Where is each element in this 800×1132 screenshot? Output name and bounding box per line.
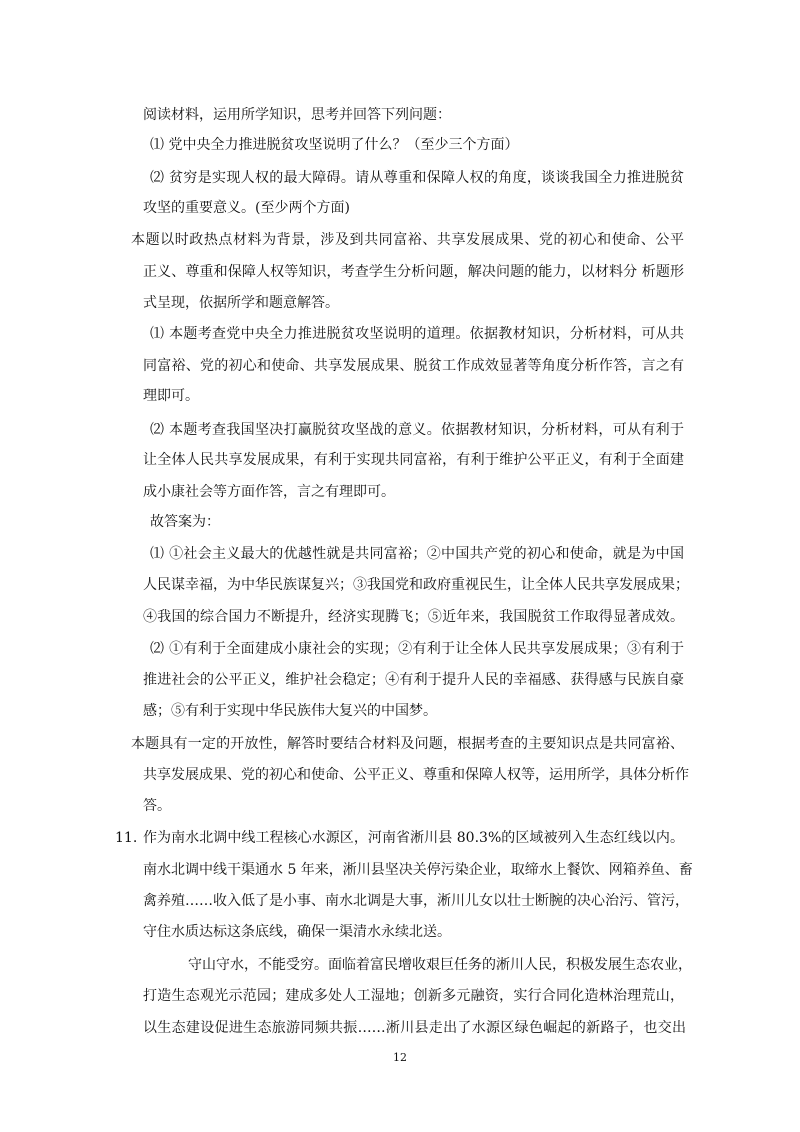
commentary-line: 本题具有一定的开放性，解答时要结合材料及问题，根据考查的主要知识点是共同富裕、: [131, 736, 684, 752]
answer-part1-line: ④我国的综合国力不断提升，经济实现腾飞；⑤近年来，我国脱贫工作取得显著成效。: [143, 609, 684, 625]
question-11-paragraph1-line: 作为南水北调中线工程核心水源区，河南省淅川县 80.3%的区域被列入生态红线以内。: [143, 830, 684, 846]
question-11-number: 11.: [115, 830, 138, 846]
commentary-line: 答。: [143, 798, 171, 814]
analysis-part2-line: ⑵ 本题考查我国坚决打赢脱贫攻坚战的意义。依据教材知识，分析材料，可从有利于: [150, 422, 684, 438]
answer-part2-line: ⑵ ①有利于全面建成小康社会的实现；②有利于让全体人民共享发展成果；③有利于: [150, 641, 684, 657]
analysis-part2-line: 成小康社会等方面作答，言之有理即可。: [143, 484, 395, 500]
question-intro: 阅读材料，运用所学知识，思考并回答下列问题：: [143, 107, 451, 123]
answer-part1-line: ⑴ ①社会主义最大的优越性就是共同富裕；②中国共产党的初心和使命，就是为中国: [150, 546, 684, 562]
analysis-part1-line: 理即可。: [143, 388, 199, 404]
answer-part2-line: 感；⑤有利于实现中华民族伟大复兴的中国梦。: [143, 703, 437, 719]
analysis-part1-line: ⑴ 本题考查党中央全力推进脱贫攻坚说明的道理。依据教材知识，分析材料，可从共: [150, 326, 684, 342]
question-2-line: ⑵ 贫穷是实现人权的最大障碍。请从尊重和保障人权的角度，谈谈我国全力推进脱贫: [150, 170, 684, 186]
analysis-summary-line: 式呈现，依据所学和题意解答。: [143, 295, 339, 311]
analysis-part1-line: 同富裕、党的初心和使命、共享发展成果、脱贫工作成效显著等角度分析作答，言之有: [143, 358, 684, 374]
question-11-paragraph1-line: 守住水质达标这条底线，确保一渠清水永续北送。: [143, 924, 451, 940]
question-11-paragraph2-line: 以生态建设促进生态旅游同频共振……淅川县走出了水源区绿色崛起的新路子，也交出: [143, 1020, 686, 1036]
commentary-line: 共享发展成果、党的初心和使命、公平正义、尊重和保障人权等，运用所学，具体分析作: [143, 767, 689, 783]
question-11-paragraph2-line: 打造生态观光示范园；建成多处人工湿地；创新多元融资，实行合同化造林治理荒山，: [143, 988, 684, 1004]
question-1: ⑴ 党中央全力推进脱贫攻坚说明了什么？（至少三个方面）: [150, 137, 519, 153]
analysis-part2-line: 让全体人民共享发展成果，有利于实现共同富裕，有利于维护公平正义，有利于全面建: [143, 452, 684, 468]
page-number: 12: [393, 1051, 407, 1064]
answer-part1-line: 人民谋幸福，为中华民族谋复兴；③我国党和政府重视民生，让全体人民共享发展成果；: [143, 577, 689, 593]
answer-part2-line: 推进社会的公平正义，维护社会稳定；④有利于提升人民的幸福感、获得感与民族自豪: [143, 672, 684, 688]
question-11-paragraph2-line: 守山守水，不能受穷。面临着富民增收艰巨任务的淅川人民，积极发展生态农业，: [188, 957, 692, 973]
question-2-line: 攻坚的重要意义。(至少两个方面): [143, 200, 350, 216]
analysis-summary-line: 正义、尊重和保障人权等知识，考查学生分析问题，解决问题的能力，以材料分 析题形: [143, 264, 684, 280]
question-11-paragraph1-line: 南水北调中线干渠通水 5 年来，淅川县坚决关停污染企业，取缔水上餐饮、网箱养鱼、畜: [143, 862, 693, 878]
question-11-paragraph1-line: 禽养殖……收入低了是小事、南水北调是大事，淅川儿女以壮士断腕的决心治污、管污，: [143, 893, 689, 909]
analysis-summary-line: 本题以时政热点材料为背景，涉及到共同富裕、共享发展成果、党的初心和使命、公平: [131, 232, 684, 248]
answer-label: 故答案为：: [150, 514, 220, 530]
